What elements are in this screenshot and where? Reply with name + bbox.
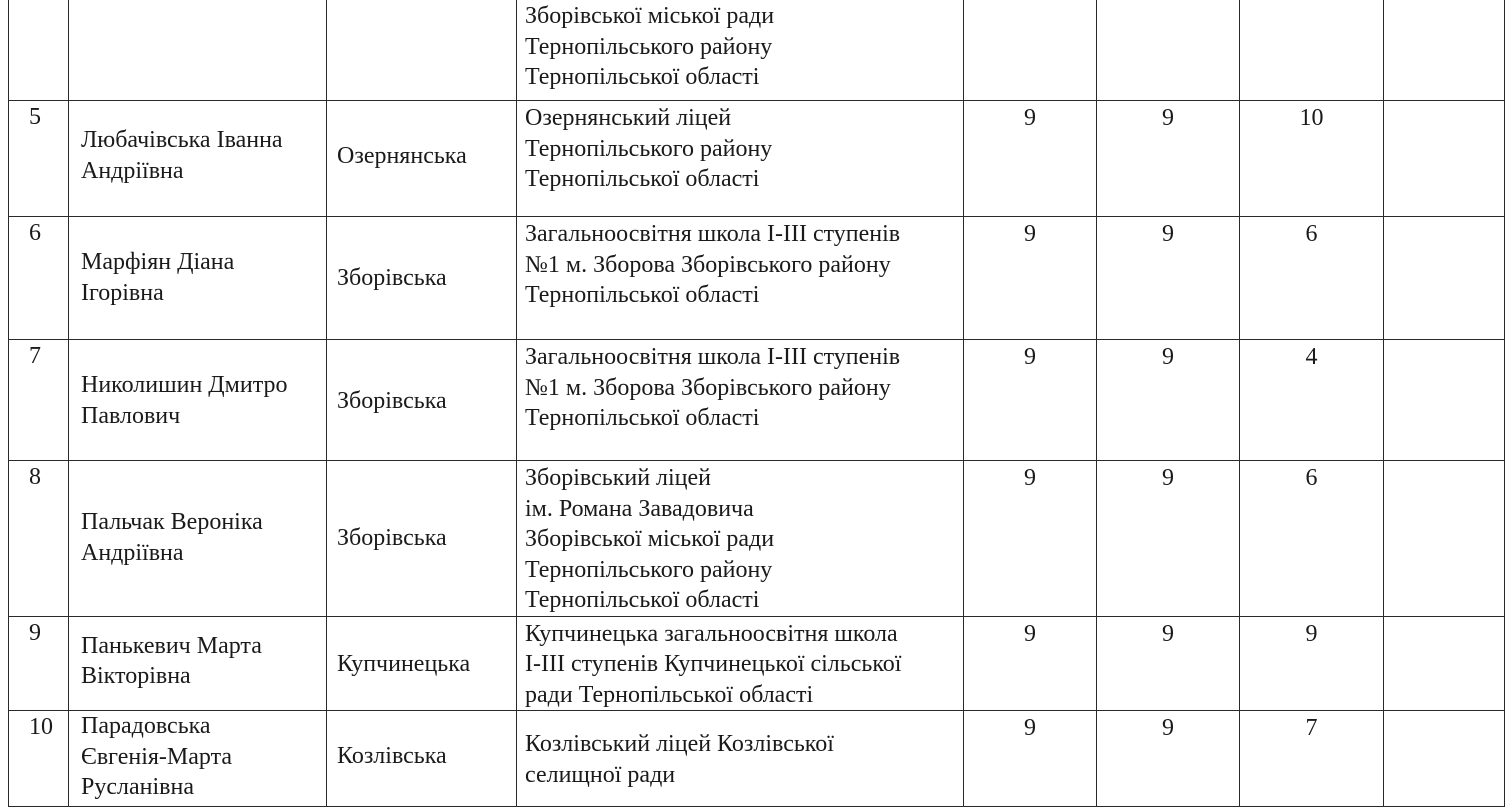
school-name — [517, 0, 964, 101]
extra-cell — [1384, 711, 1505, 807]
hromada — [327, 340, 517, 461]
table-row — [9, 461, 1505, 617]
school-line: Зборівський ліцей — [525, 465, 712, 491]
row-number: 5 — [9, 101, 69, 217]
score-2: 9 — [1097, 461, 1240, 617]
table-row — [9, 616, 1505, 711]
extra-cell — [1384, 340, 1505, 461]
row-number: 9 — [9, 616, 69, 711]
school-line: I-III ступенів Купчинецької сільської — [525, 651, 902, 677]
score-1: 9 — [964, 711, 1097, 807]
participant-name-text: Пальчак Вероніка Андріївна — [81, 509, 263, 566]
school-name — [517, 217, 964, 340]
participant-name — [69, 0, 327, 101]
school-line: селищної ради — [525, 761, 676, 788]
participant-name — [69, 101, 327, 217]
score-3: 4 — [1240, 340, 1384, 461]
row-number: 6 — [9, 217, 69, 340]
participant-name — [69, 711, 327, 807]
participant-name-text: Николишин Дмитро Павлович — [81, 372, 288, 429]
hromada-text: Купчинецька — [337, 650, 471, 677]
participant-name — [69, 217, 327, 340]
school-line: Загальноосвітня школа I-III ступенів — [525, 344, 901, 370]
hromada — [327, 461, 517, 617]
participant-name-text: Панькевич Марта Вікторівна — [81, 632, 262, 689]
score-2: 9 — [1097, 340, 1240, 461]
extra-cell — [1384, 217, 1505, 340]
school-name — [517, 711, 964, 807]
hromada-text: Зборівська — [337, 388, 447, 414]
score-1: 9 — [964, 461, 1097, 617]
participant-name-text: Любачівська Іванна Андріївна — [81, 127, 283, 184]
school-line: Козлівський ліцей Козлівської — [525, 731, 834, 757]
score-3: 6 — [1240, 217, 1384, 340]
hromada-text: Озернянська — [337, 143, 467, 169]
score-2 — [1097, 0, 1240, 101]
participant-name-text: Марфіян Діана Ігорівна — [81, 249, 235, 306]
school-line: Тернопільської області — [525, 166, 760, 192]
row-number: 7 — [9, 340, 69, 461]
hromada-text: Зборівська — [337, 265, 447, 291]
score-1: 9 — [964, 616, 1097, 711]
school-line: Тернопільського району — [525, 33, 773, 60]
participant-name — [69, 340, 327, 461]
hromada — [327, 0, 517, 101]
score-2: 9 — [1097, 616, 1240, 711]
school-name — [517, 340, 964, 461]
hromada — [327, 616, 517, 711]
school-line: Зборівської міської ради — [525, 526, 775, 552]
school-line: Тернопільського району — [525, 135, 773, 162]
hromada-text: Зборівська — [337, 525, 447, 551]
table-row — [9, 711, 1505, 807]
school-line: №1 м. Зборова Зборівського району — [525, 374, 891, 401]
score-1: 9 — [964, 217, 1097, 340]
extra-cell — [1384, 101, 1505, 217]
school-line: Тернопільської області — [525, 405, 760, 431]
extra-cell — [1384, 0, 1505, 101]
school-name — [517, 101, 964, 217]
row-number: 10 — [9, 711, 69, 807]
participant-name-text: Парадовська Євгенія-Марта Русланівна — [81, 713, 233, 800]
school-line: Тернопільського району — [525, 556, 773, 583]
school-line: Тернопільської області — [525, 587, 760, 613]
score-3 — [1240, 0, 1384, 101]
table-row — [9, 0, 1505, 101]
participants-table — [8, 0, 1505, 807]
score-2: 9 — [1097, 101, 1240, 217]
score-2: 9 — [1097, 711, 1240, 807]
row-number — [9, 0, 69, 101]
school-line: Озернянський ліцей — [525, 105, 732, 131]
hromada — [327, 101, 517, 217]
score-3: 9 — [1240, 616, 1384, 711]
score-1: 9 — [964, 101, 1097, 217]
school-line: Зборівської міської ради — [525, 3, 775, 29]
score-2: 9 — [1097, 217, 1240, 340]
extra-cell — [1384, 616, 1505, 711]
school-line: Загальноосвітня школа I-III ступенів — [525, 221, 901, 247]
score-3: 7 — [1240, 711, 1384, 807]
table-row — [9, 101, 1505, 217]
score-3: 6 — [1240, 461, 1384, 617]
participant-name — [69, 616, 327, 711]
participant-name — [69, 461, 327, 617]
extra-cell — [1384, 461, 1505, 617]
school-line: ради Тернопільської області — [525, 681, 814, 708]
score-3: 10 — [1240, 101, 1384, 217]
hromada-text: Козлівська — [337, 743, 447, 769]
row-number: 8 — [9, 461, 69, 617]
school-line: Тернопільської області — [525, 64, 760, 90]
score-1: 9 — [964, 340, 1097, 461]
hromada — [327, 711, 517, 807]
score-1 — [964, 0, 1097, 101]
hromada — [327, 217, 517, 340]
school-line: Купчинецька загальноосвітня школа — [525, 620, 898, 647]
school-line: ім. Романа Завадовича — [525, 495, 754, 522]
table-row — [9, 217, 1505, 340]
school-name — [517, 461, 964, 617]
school-name — [517, 616, 964, 711]
school-line: №1 м. Зборова Зборівського району — [525, 251, 891, 278]
school-line: Тернопільської області — [525, 282, 760, 308]
table-row — [9, 340, 1505, 461]
